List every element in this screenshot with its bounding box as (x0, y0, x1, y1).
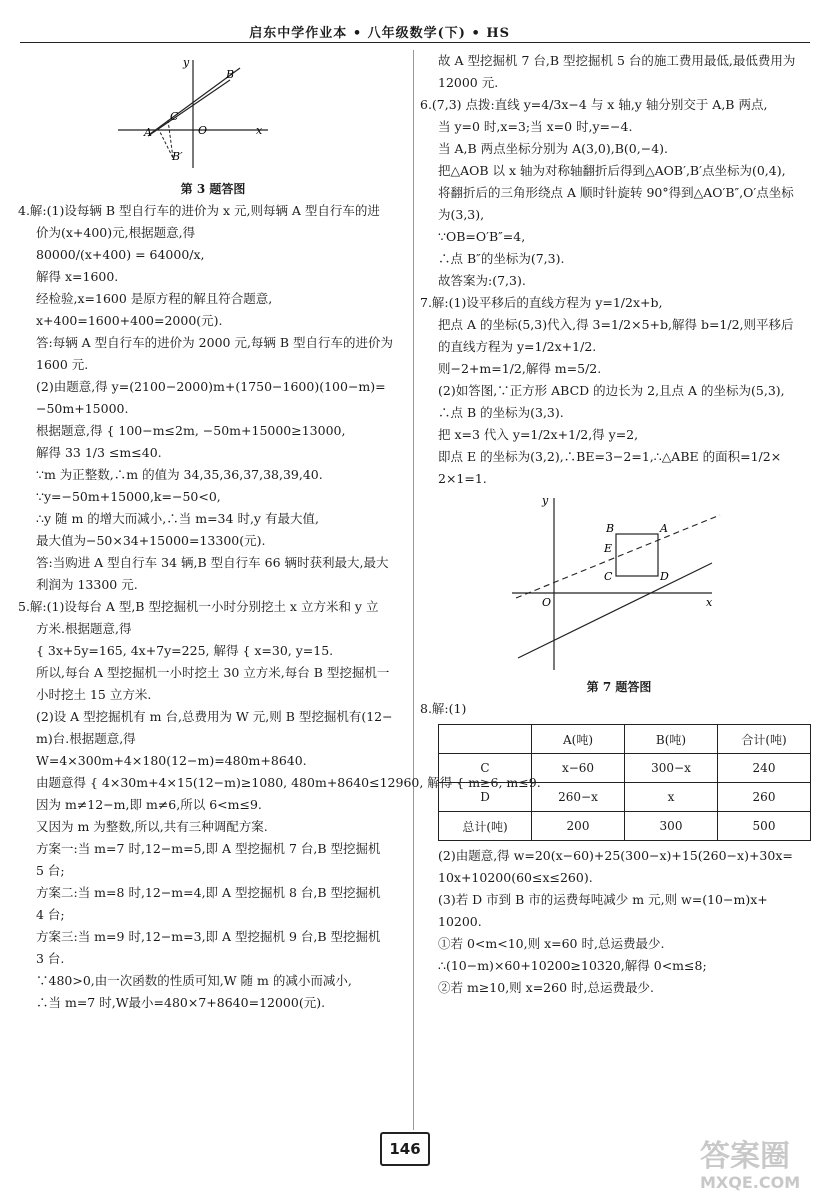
text-line: 4 台; (36, 907, 65, 922)
text-line: 为(3,3), (438, 207, 485, 222)
text-line: −50m+15000. (36, 401, 129, 416)
text-line: 把 x=3 代入 y=1/2x+1/2,得 y=2, (438, 427, 639, 442)
text-line: 解得 33 1/3 ≤m≤40. (36, 445, 162, 460)
label-x: x (706, 596, 713, 609)
text-line: 10200. (438, 914, 482, 929)
text-line: 6.(7,3) 点拨:直线 y=4/3x−4 与 x 轴,y 轴分别交于 A,B 两点, (420, 97, 768, 112)
text-line: 答:当购进 A 型自行车 34 辆,B 型自行车 66 辆时获利最大,最大 (36, 555, 389, 570)
text-line: 方米.根据题意,得 (36, 621, 132, 636)
table-header-row (439, 725, 811, 754)
text-line: 最大值为−50×34+15000=13300(元). (36, 533, 266, 548)
figure-7 (420, 490, 818, 676)
label-a: A (144, 126, 152, 139)
label-b-prime: B′ (172, 150, 183, 163)
page-number: 146 (380, 1132, 430, 1166)
text-line: 5 台; (36, 863, 65, 878)
text-line: 4.解:(1)设每辆 B 型自行车的进价为 x 元,则每辆 A 型自行车的进 (18, 203, 380, 218)
text-line: 7.解:(1)设平移后的直线方程为 y=1/2x+b, (420, 295, 663, 310)
text-line: 10x+10200(60≤x≤260). (438, 870, 593, 885)
label-a: A (660, 522, 668, 535)
text-line: 小时挖土 15 立方米. (36, 687, 152, 702)
text-line: (2)设 A 型挖掘机有 m 台,总费用为 W 元,则 B 型挖掘机有(12− (36, 709, 393, 724)
segment-ab-prime (158, 128, 173, 158)
text-line: 由题意得 { 4×30m+4×15(12−m)≥1080, 480m+8640≤12960, 解得 { m≥6, m≤9. (36, 775, 541, 790)
text-line: 1600 元. (36, 357, 89, 372)
label-b: B (606, 522, 615, 535)
text-line: ∴点 B″的坐标为(7,3). (438, 251, 565, 266)
text-line: ∴当 m=7 时,W最小=480×7+8640=12000(元). (36, 995, 326, 1010)
text-line: 方案一:当 m=7 时,12−m=5,即 A 型挖掘机 7 台,B 型挖掘机 (36, 841, 381, 856)
watermark-url: MXQE.COM (700, 1173, 801, 1192)
line-ab-2 (148, 80, 230, 136)
label-b: B (226, 68, 235, 81)
page-header (20, 18, 810, 40)
text-line: x+400=1600+400=2000(元). (36, 313, 223, 328)
text-line: 将翻折后的三角形绕点 A 顺时针旋转 90°得到△AO′B″,O′点坐标 (438, 185, 794, 200)
right-solution-text-a (420, 50, 818, 490)
text-line: ∵480>0,由一次函数的性质可知,W 随 m 的减小而减小, (36, 973, 352, 988)
table-cell: x (625, 783, 718, 812)
label-c: C (604, 570, 613, 583)
watermark-text: 答案圈 (700, 1139, 790, 1174)
text-line: 5.解:(1)设每台 A 型,B 型挖掘机一小时分别挖土 x 立方米和 y 立 (18, 599, 379, 614)
table-cell: 260 (718, 783, 811, 812)
text-line: (2)由题意,得 w=20(x−60)+25(300−x)+15(260−x)+30x= (438, 848, 793, 863)
text-line: (2)由题意,得 y=(2100−2000)m+(1750−1600)(100−m)= (36, 379, 386, 394)
text-line: 80000/(x+400) = 64000/x, (36, 247, 205, 262)
label-c: C (170, 110, 179, 123)
text-line: ∴y 随 m 的增大而减小,∴当 m=34 时,y 有最大值, (36, 511, 319, 526)
text-line: 则−2+m=1/2,解得 m=5/2. (438, 361, 602, 376)
text-line: 故 A 型挖掘机 7 台,B 型挖掘机 5 台的施工费用最低,最低费用为 (438, 53, 796, 68)
figure-7-caption: 第 7 题答图 (586, 680, 652, 694)
table-cell: 500 (718, 812, 811, 841)
transport-table (438, 724, 811, 841)
table-header-cell: B(吨) (625, 725, 718, 754)
text-line: W=4×300m+4×180(12−m)=480m+8640. (36, 753, 307, 768)
label-d: D (660, 570, 669, 583)
text-line: 利润为 13300 元. (36, 577, 138, 592)
right-column (420, 50, 818, 999)
text-line: 3 台. (36, 951, 65, 966)
table-cell: 300 (625, 812, 718, 841)
table-cell: 240 (718, 754, 811, 783)
figure-3 (18, 50, 408, 178)
text-line: 又因为 m 为整数,所以,共有三种调配方案. (36, 819, 268, 834)
table-row (439, 754, 811, 783)
table-cell: C (439, 754, 532, 783)
table-header-cell: A(吨) (532, 725, 625, 754)
table-cell: 260−x (532, 783, 625, 812)
label-y: y (542, 494, 549, 507)
header-title: 启东中学作业本 • 八年级数学(下) • HS (249, 26, 510, 41)
text-line: { 3x+5y=165, 4x+7y=225, 解得 { x=30, y=15. (36, 643, 334, 658)
table-cell: 300−x (625, 754, 718, 783)
figure-3-graph (18, 50, 408, 178)
text-line: ①若 0<m<10,则 x=60 时,总运费最少. (438, 936, 665, 951)
original-line (518, 563, 712, 658)
text-line: m)台.根据题意,得 (36, 731, 136, 746)
text-line: 方案三:当 m=9 时,12−m=3,即 A 型挖掘机 9 台,B 型挖掘机 (36, 929, 381, 944)
table-header-cell (439, 725, 532, 754)
table-cell: 200 (532, 812, 625, 841)
text-line: 把△AOB 以 x 轴为对称轴翻折后得到△AOB′,B′点坐标为(0,4), (438, 163, 786, 178)
text-line: 故答案为:(7,3). (438, 273, 526, 288)
translated-line (516, 515, 720, 598)
table-header-cell: 合计(吨) (718, 725, 811, 754)
figure-7-graph (420, 490, 818, 676)
table-row (439, 783, 811, 812)
text-line: ∵m 为正整数,∴m 的值为 34,35,36,37,38,39,40. (36, 467, 323, 482)
label-y: y (183, 56, 190, 69)
text-line: 所以,每台 A 型挖掘机一小时挖土 30 立方米,每台 B 型挖掘机一 (36, 665, 390, 680)
text-line: ∴(10−m)×60+10200≥10320,解得 0<m≤8; (438, 958, 707, 973)
text-line: 根据题意,得 { 100−m≤2m, −50m+15000≥13000, (36, 423, 346, 438)
text-line: 把点 A 的坐标(5,3)代入,得 3=1/2×5+b,解得 b=1/2,则平移后 (438, 317, 794, 332)
text-line: 当 A,B 两点坐标分别为 A(3,0),B(0,−4). (438, 141, 669, 156)
watermark-logo (700, 1140, 820, 1195)
text-line: 解得 x=1600. (36, 269, 119, 284)
table-cell: x−60 (532, 754, 625, 783)
text-line: 12000 元. (438, 75, 499, 90)
column-divider (413, 50, 414, 1130)
label-o: O (542, 596, 552, 609)
table-row (439, 812, 811, 841)
label-o: O (198, 124, 208, 137)
text-line: 的直线方程为 y=1/2x+1/2. (438, 339, 597, 354)
text-line: ∵y=−50m+15000,k=−50<0, (36, 489, 221, 504)
label-e: E (604, 542, 613, 555)
figure-3-caption: 第 3 题答图 (180, 182, 246, 196)
text-line: 即点 E 的坐标为(3,2),∴BE=3−2=1,∴△ABE 的面积=1/2× (438, 449, 782, 464)
text-line: 答:每辆 A 型自行车的进价为 2000 元,每辆 B 型自行车的进价为 (36, 335, 394, 350)
header-rule (20, 42, 810, 43)
q8-heading: 8.解:(1) (420, 701, 467, 716)
table-cell: D (439, 783, 532, 812)
text-line: 价为(x+400)元,根据题意,得 (36, 225, 196, 240)
text-line: 2×1=1. (438, 471, 487, 486)
text-line: ∴点 B 的坐标为(3,3). (438, 405, 564, 420)
label-x: x (256, 124, 263, 137)
text-line: ②若 m≥10,则 x=260 时,总运费最少. (438, 980, 654, 995)
text-line: (3)若 D 市到 B 市的运费每吨减少 m 元,则 w=(10−m)x+ (438, 892, 768, 907)
table-cell: 总计(吨) (439, 812, 532, 841)
text-line: ∵OB=O′B″=4, (438, 229, 526, 244)
text-line: 当 y=0 时,x=3;当 x=0 时,y=−4. (438, 119, 633, 134)
text-line: (2)如答图,∵正方形 ABCD 的边长为 2,且点 A 的坐标为(5,3), (438, 383, 785, 398)
text-line: 方案二:当 m=8 时,12−m=4,即 A 型挖掘机 8 台,B 型挖掘机 (36, 885, 381, 900)
right-solution-text-b (420, 845, 818, 999)
text-line: 经检验,x=1600 是原方程的解且符合题意, (36, 291, 273, 306)
text-line: 因为 m≠12−m,即 m≠6,所以 6<m≤9. (36, 797, 262, 812)
